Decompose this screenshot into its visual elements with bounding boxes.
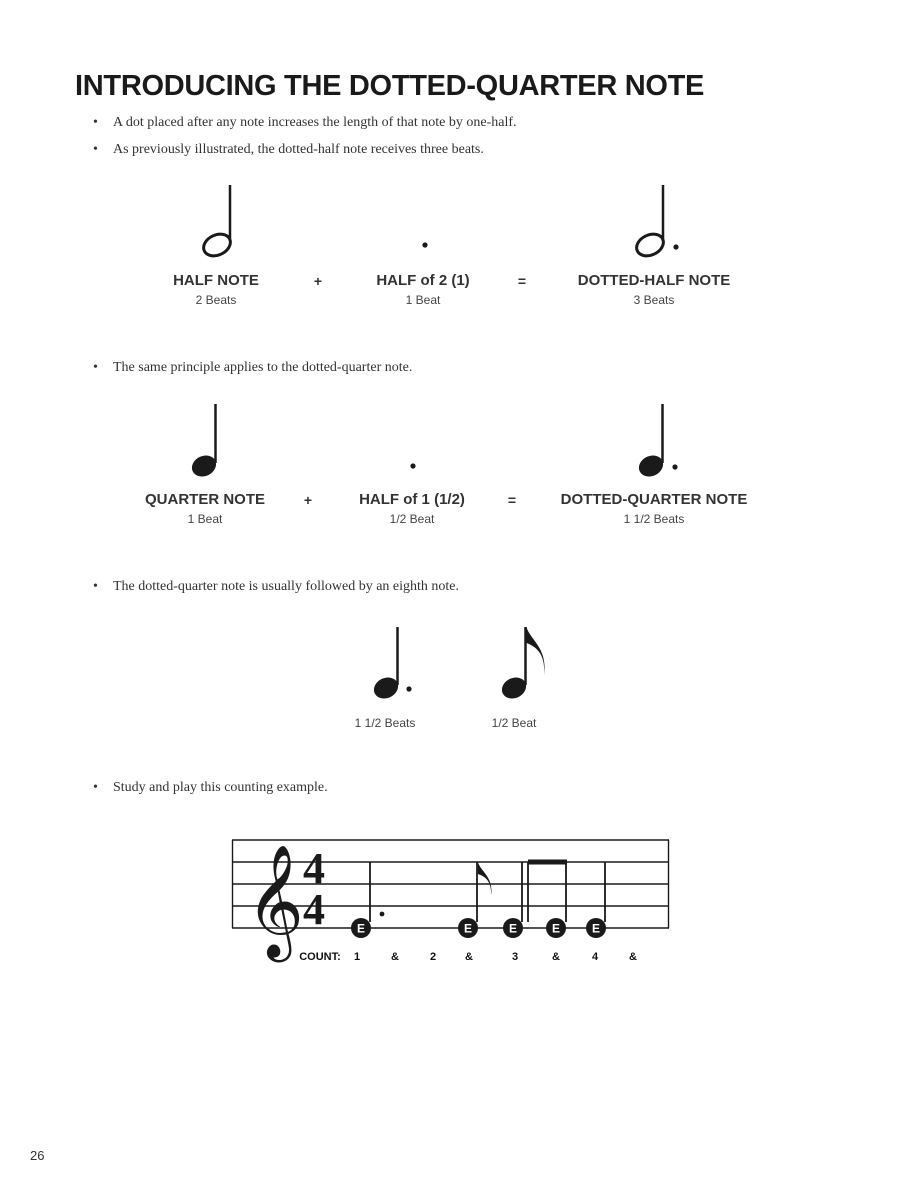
count-beat: 2	[429, 951, 437, 963]
dotted-half-note-icon	[633, 185, 679, 260]
bullet-study: • Study and play this counting example.	[93, 780, 328, 795]
eighth-note-icon	[498, 627, 544, 702]
count-beat: 1	[353, 951, 361, 963]
count-label: COUNT:	[299, 951, 341, 963]
note-letter: E	[508, 921, 518, 936]
dotted-half-label: DOTTED-HALF NOTE	[577, 272, 731, 289]
bullet-text: A dot placed after any note increases the length of that note by one-half.	[113, 115, 517, 130]
dotted-quarter-beats: 1 1/2 Beats	[623, 512, 685, 526]
plus-sign: +	[313, 273, 323, 289]
half-note-label: HALF NOTE	[173, 272, 259, 289]
dotted-quarter-note-icon	[370, 627, 411, 702]
page-number: 26	[30, 1148, 45, 1163]
half-of-one-label: HALF of 1 (1/2)	[359, 491, 465, 508]
dotted-quarter-label: DOTTED-QUARTER NOTE	[560, 491, 748, 508]
note-letter: E	[591, 921, 601, 936]
time-signature-bottom: 4	[303, 885, 325, 934]
time-signature-top: 4	[303, 844, 325, 893]
staff-note-eighth	[458, 862, 491, 938]
note-letter: E	[463, 921, 473, 936]
bullet-text: Study and play this counting example.	[113, 780, 328, 795]
augmentation-dot-icon	[422, 242, 427, 247]
bullet-eighth-follows: • The dotted-quarter note is usually followed by an eighth note.	[93, 579, 460, 594]
treble-clef-icon: 𝄞	[246, 844, 304, 958]
staff-note-quarter	[503, 862, 523, 938]
half-note-beats: 2 Beats	[195, 293, 237, 307]
count-beat: 3	[511, 951, 519, 963]
staff-note-quarter	[586, 862, 606, 938]
note-letter: E	[356, 921, 366, 936]
quarter-note-label: QUARTER NOTE	[145, 491, 265, 508]
equals-sign: =	[507, 492, 517, 508]
bullet-text: The dotted-quarter note is usually followed by an eighth note.	[113, 579, 460, 594]
count-beat: &	[552, 951, 560, 963]
count-beat: 4	[591, 951, 599, 963]
note-letter: E	[551, 921, 561, 936]
dotted-quarter-duration: 1 1/2 Beats	[354, 716, 416, 730]
dotted-quarter-note-icon	[635, 404, 677, 480]
equals-sign: =	[517, 273, 527, 289]
staff-note-beamed-eighths	[528, 862, 567, 938]
page-title: INTRODUCING THE DOTTED-QUARTER NOTE	[75, 70, 705, 102]
count-beat: &	[391, 951, 399, 963]
staff-note-dotted-quarter	[351, 862, 384, 938]
bullet-dot-rule: • A dot placed after any note increases the length of that note by one-half.	[93, 115, 517, 130]
bullet-same-principle: • The same principle applies to the dotted-quarter note.	[93, 360, 413, 375]
bullet-text: As previously illustrated, the dotted-half note receives three beats.	[113, 142, 484, 157]
count-beat: &	[629, 951, 637, 963]
augmentation-dot-icon	[410, 463, 415, 468]
bullet-dotted-half: • As previously illustrated, the dotted-half note receives three beats.	[93, 142, 484, 157]
half-of-two-beats: 1 Beat	[405, 293, 441, 307]
eighth-duration: 1/2 Beat	[491, 716, 537, 730]
quarter-note-beats: 1 Beat	[187, 512, 223, 526]
half-of-two-label: HALF of 2 (1)	[376, 272, 470, 289]
count-beat: &	[465, 951, 473, 963]
dotted-half-beats: 3 Beats	[633, 293, 675, 307]
bullet-text: The same principle applies to the dotted-quarter note.	[113, 360, 413, 375]
half-note-icon	[200, 185, 234, 260]
half-of-one-beats: 1/2 Beat	[389, 512, 435, 526]
quarter-note-icon	[188, 404, 219, 480]
plus-sign: +	[303, 492, 313, 508]
